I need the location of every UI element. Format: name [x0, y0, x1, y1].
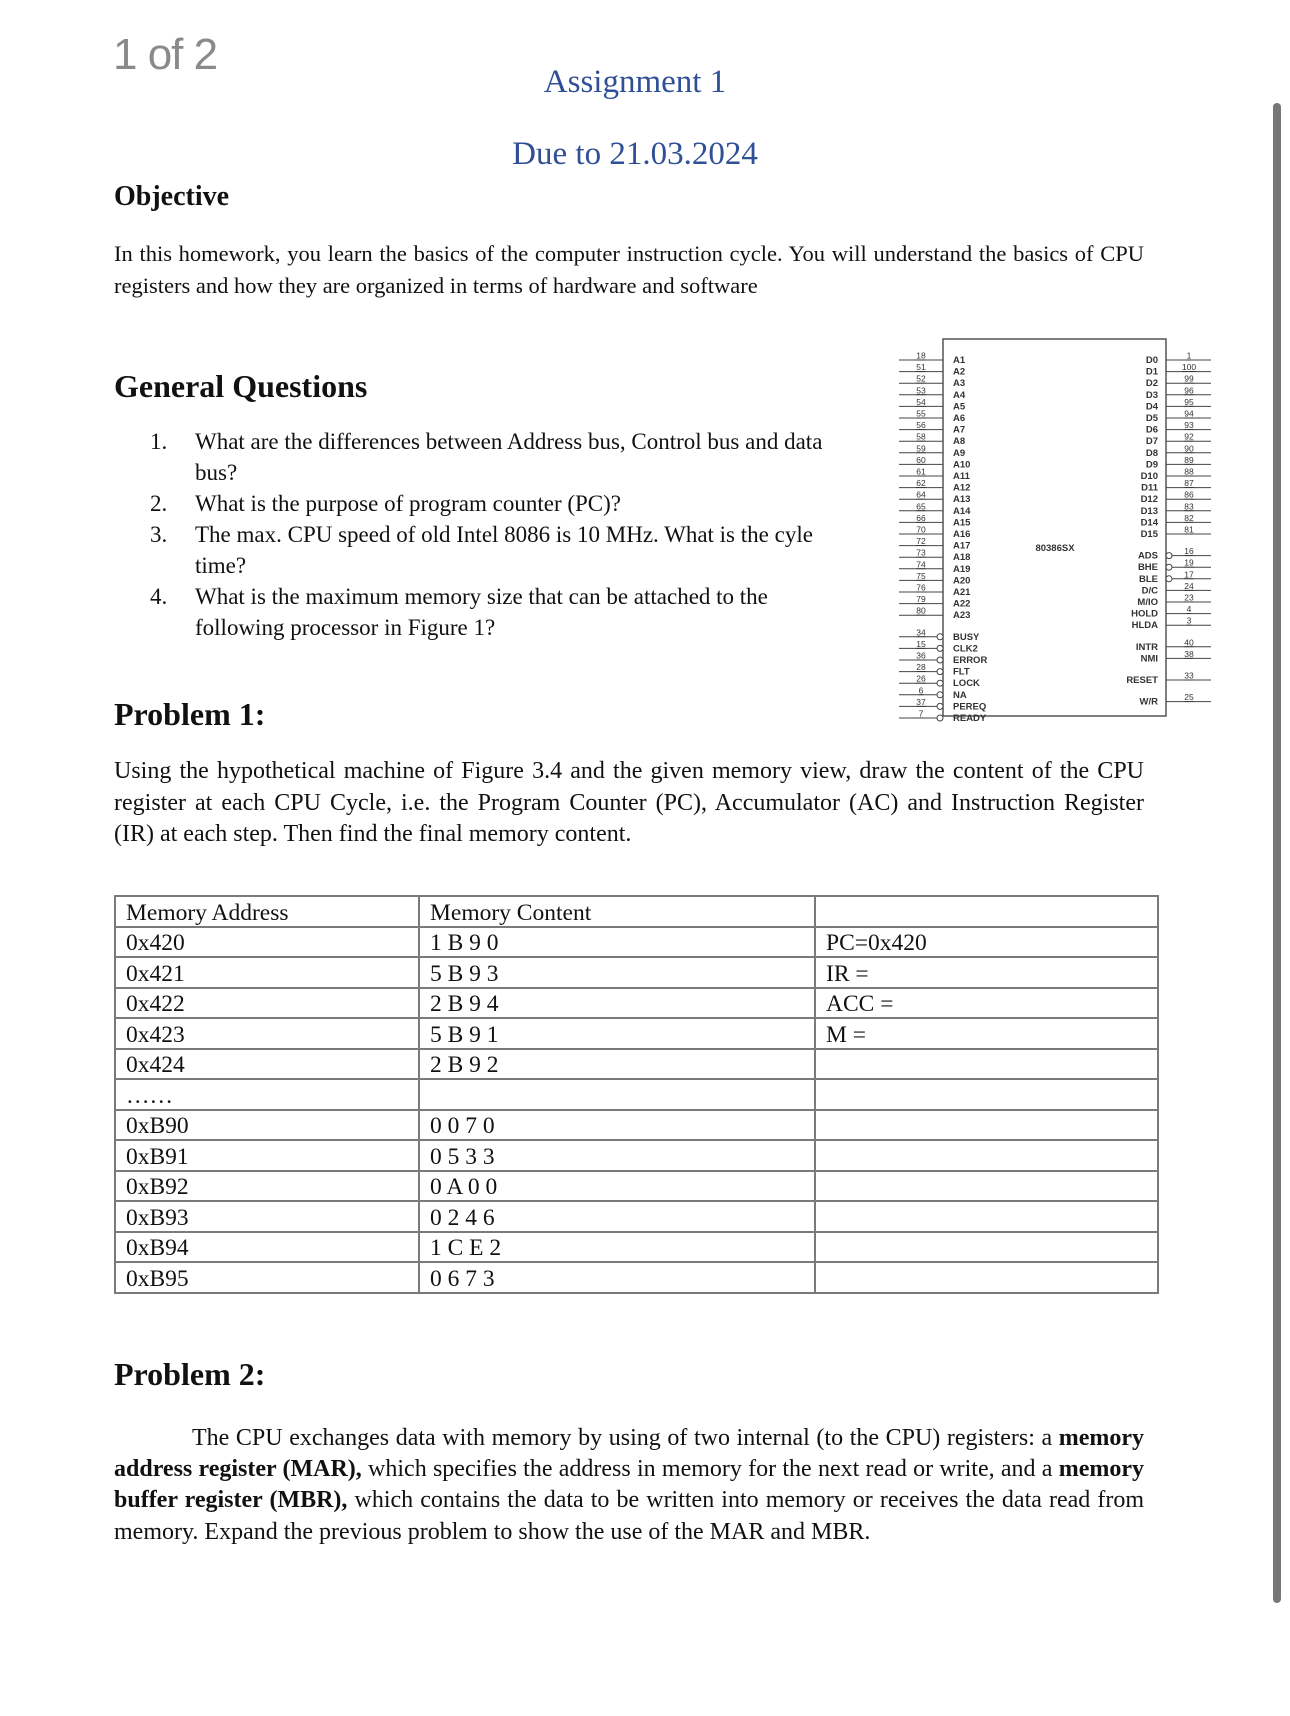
svg-text:88: 88	[1184, 466, 1194, 477]
svg-text:A4: A4	[953, 389, 966, 401]
svg-text:A17: A17	[953, 540, 971, 552]
mbr-term: memory buffer register (MBR),	[114, 1456, 1144, 1514]
cell-content: 5 B 9 1	[419, 1018, 815, 1049]
svg-text:D10: D10	[1140, 471, 1158, 482]
svg-text:A3: A3	[953, 378, 966, 390]
svg-text:NA: NA	[953, 689, 967, 701]
svg-text:7: 7	[918, 708, 924, 719]
svg-text:BUSY: BUSY	[953, 631, 980, 643]
general-questions-list	[150, 426, 840, 643]
svg-text:28: 28	[916, 662, 926, 673]
svg-text:73: 73	[916, 547, 926, 558]
cell-address: 0xB92	[115, 1171, 419, 1202]
svg-text:D11: D11	[1141, 482, 1158, 494]
cell-content: 5 B 9 3	[419, 957, 815, 988]
svg-text:A6: A6	[953, 413, 966, 424]
svg-text:36: 36	[916, 650, 926, 661]
svg-text:D1: D1	[1145, 366, 1158, 378]
cell-content: 1 C E 2	[419, 1232, 815, 1263]
svg-text:66: 66	[916, 512, 926, 523]
cell-address: 0xB91	[115, 1140, 419, 1171]
svg-text:55: 55	[916, 408, 926, 419]
question-text: What is the purpose of program counter (PC)?	[195, 491, 622, 516]
problem2-heading: Problem 2:	[114, 1356, 266, 1392]
cell-address: 0xB94	[115, 1232, 419, 1263]
table-row	[115, 1110, 1158, 1141]
svg-text:59: 59	[916, 443, 926, 454]
table-row	[115, 1232, 1158, 1263]
cell-register	[815, 1140, 1158, 1171]
svg-text:A22: A22	[953, 598, 971, 610]
svg-text:D2: D2	[1145, 378, 1158, 390]
table-row	[115, 1018, 1158, 1049]
svg-text:A16: A16	[953, 529, 971, 540]
svg-text:A15: A15	[953, 517, 971, 529]
question-number: 4.	[150, 584, 168, 609]
question-item	[150, 426, 840, 488]
general-questions-heading: General Questions	[114, 368, 368, 404]
chip-diagram	[895, 335, 1215, 725]
svg-text:BHE: BHE	[1137, 562, 1158, 574]
svg-text:17: 17	[1184, 569, 1194, 580]
svg-text:W/R: W/R	[1139, 696, 1158, 708]
question-item	[150, 519, 840, 581]
svg-text:80386SX: 80386SX	[1035, 543, 1075, 554]
svg-text:INTR: INTR	[1135, 641, 1158, 653]
svg-text:A20: A20	[953, 575, 971, 587]
svg-text:A19: A19	[953, 563, 971, 575]
svg-text:D4: D4	[1145, 401, 1158, 413]
cell-content: 2 B 9 2	[419, 1049, 815, 1080]
svg-text:A9: A9	[953, 447, 966, 459]
cell-register: PC=0x420	[815, 927, 1158, 958]
svg-text:89: 89	[1184, 454, 1194, 465]
problem2-text-2: which specifies the address in memory for the next read or write, and a	[361, 1456, 1059, 1483]
cell-register	[815, 1079, 1158, 1110]
svg-text:87: 87	[1184, 478, 1194, 489]
svg-text:ADS: ADS	[1137, 550, 1158, 562]
svg-text:72: 72	[916, 536, 926, 547]
due-date: Due to 21.03.2024	[512, 136, 758, 172]
svg-text:18: 18	[916, 350, 926, 361]
cell-address: 0x420	[115, 927, 419, 958]
table-row	[115, 927, 1158, 958]
svg-text:65: 65	[916, 501, 926, 512]
problem2-text-3: which contains the data to be written into memory or receives the data read from memory. Expand the previous problem to show the use of the MAR and MBR.	[114, 1487, 1144, 1545]
cell-address: 0x424	[115, 1049, 419, 1080]
question-number: 2.	[150, 491, 168, 516]
assignment-title: Assignment 1	[543, 64, 727, 100]
svg-text:100: 100	[1181, 362, 1197, 373]
question-item	[150, 488, 840, 519]
table-header-row	[115, 896, 1158, 927]
cell-address: ……	[115, 1079, 419, 1110]
svg-text:D13: D13	[1140, 505, 1158, 517]
problem1-text: Using the hypothetical machine of Figure 3.4 and the given memory view, draw the content of the CPU register at each CPU Cycle, i.e. the Program Counter (PC), Accumulator (AC) and Instruction Register (IR) at each step. Then find the final memory content.	[114, 758, 1144, 847]
svg-text:56: 56	[916, 420, 926, 431]
table-row	[115, 1140, 1158, 1171]
svg-text:58: 58	[916, 431, 926, 442]
svg-text:D3: D3	[1145, 389, 1158, 401]
svg-text:A5: A5	[953, 401, 966, 413]
svg-text:90: 90	[1184, 443, 1194, 454]
svg-text:81: 81	[1184, 524, 1194, 535]
cell-address: 0x422	[115, 988, 419, 1019]
cell-content: 0 2 4 6	[419, 1201, 815, 1232]
svg-text:CLK2: CLK2	[953, 643, 978, 655]
svg-text:A14: A14	[953, 505, 971, 517]
svg-text:BLE: BLE	[1139, 573, 1158, 585]
svg-text:64: 64	[916, 489, 926, 500]
vertical-scrollbar[interactable]	[1273, 103, 1281, 1603]
svg-text:4: 4	[1186, 604, 1192, 615]
svg-text:53: 53	[916, 385, 926, 396]
svg-text:A2: A2	[953, 366, 966, 378]
cell-register: ACC =	[815, 988, 1158, 1019]
svg-text:79: 79	[916, 594, 926, 605]
cell-address: 0xB95	[115, 1262, 419, 1293]
svg-text:D6: D6	[1145, 424, 1158, 436]
svg-text:54: 54	[916, 396, 926, 407]
cell-address: 0x421	[115, 957, 419, 988]
table-row	[115, 1201, 1158, 1232]
svg-text:D12: D12	[1140, 494, 1158, 506]
svg-text:LOCK: LOCK	[953, 678, 980, 690]
svg-text:24: 24	[1184, 580, 1194, 591]
svg-text:34: 34	[916, 627, 926, 638]
cell-content: 0 6 7 3	[419, 1262, 815, 1293]
question-number: 1.	[150, 429, 168, 454]
svg-text:HOLD: HOLD	[1131, 608, 1158, 620]
svg-text:80: 80	[916, 605, 926, 616]
cell-content: 0 0 7 0	[419, 1110, 815, 1141]
cell-content	[419, 1079, 815, 1110]
problem1-heading: Problem 1:	[114, 696, 266, 732]
svg-text:15: 15	[916, 638, 926, 649]
svg-text:96: 96	[1184, 385, 1194, 396]
question-text: The max. CPU speed of old Intel 8086 is 10 MHz. What is the cyle time?	[195, 522, 813, 578]
cell-register	[815, 1110, 1158, 1141]
svg-text:NMI: NMI	[1140, 653, 1158, 665]
svg-text:A18: A18	[953, 552, 971, 564]
header-registers	[815, 896, 1158, 927]
svg-text:74: 74	[916, 559, 926, 570]
svg-text:25: 25	[1184, 692, 1194, 703]
svg-text:D0: D0	[1145, 355, 1158, 366]
svg-text:83: 83	[1184, 501, 1194, 512]
table-row	[115, 988, 1158, 1019]
svg-text:99: 99	[1184, 373, 1194, 384]
cell-content: 2 B 9 4	[419, 988, 815, 1019]
svg-text:23: 23	[1184, 592, 1194, 603]
table-row	[115, 1079, 1158, 1110]
svg-text:19: 19	[1184, 557, 1194, 568]
svg-text:92: 92	[1184, 431, 1194, 442]
svg-text:38: 38	[1184, 648, 1194, 659]
mar-term: memory address register (MAR),	[114, 1425, 1144, 1483]
svg-text:1: 1	[1186, 350, 1192, 361]
question-text: What are the differences between Address bus, Control bus and data bus?	[195, 429, 823, 485]
svg-text:82: 82	[1184, 512, 1194, 523]
svg-text:6: 6	[918, 685, 924, 696]
cell-register	[815, 1201, 1158, 1232]
cell-register	[815, 1232, 1158, 1263]
svg-text:52: 52	[916, 373, 926, 384]
cell-register	[815, 1262, 1158, 1293]
svg-text:HLDA: HLDA	[1131, 620, 1158, 632]
table-row	[115, 957, 1158, 988]
header-address: Memory Address	[115, 896, 419, 927]
cell-content: 0 5 3 3	[419, 1140, 815, 1171]
svg-text:A23: A23	[953, 610, 971, 622]
svg-text:16: 16	[1184, 546, 1194, 557]
svg-text:86: 86	[1184, 489, 1194, 500]
svg-text:A7: A7	[953, 424, 966, 436]
question-item	[150, 581, 840, 643]
svg-text:61: 61	[916, 466, 926, 477]
svg-text:76: 76	[916, 582, 926, 593]
svg-text:A12: A12	[953, 482, 971, 494]
svg-text:A13: A13	[953, 494, 971, 506]
svg-text:D15: D15	[1140, 529, 1158, 540]
cell-address: 0x423	[115, 1018, 419, 1049]
svg-text:75: 75	[916, 570, 926, 581]
processor-pinout-figure	[895, 335, 1215, 725]
svg-text:M/IO: M/IO	[1137, 597, 1158, 608]
svg-text:PEREQ: PEREQ	[953, 701, 987, 713]
cell-address: 0xB90	[115, 1110, 419, 1141]
problem2-text	[114, 1423, 1144, 1548]
svg-text:94: 94	[1184, 408, 1194, 419]
cell-content: 1 B 9 0	[419, 927, 815, 958]
svg-text:D9: D9	[1145, 459, 1158, 471]
svg-text:37: 37	[916, 696, 926, 707]
question-text: What is the maximum memory size that can be attached to the following processor in Figure 1?	[195, 584, 768, 640]
svg-text:D8: D8	[1145, 447, 1158, 459]
svg-text:93: 93	[1184, 420, 1194, 431]
svg-text:RESET: RESET	[1126, 675, 1158, 686]
cell-address: 0xB93	[115, 1201, 419, 1232]
svg-text:70: 70	[916, 524, 926, 535]
question-number: 3.	[150, 522, 168, 547]
objective-text: In this homework, you learn the basics of the computer instruction cycle. You will understand the basics of CPU registers and how they are organized in terms of hardware and software	[114, 241, 1144, 298]
table-row	[115, 1262, 1158, 1293]
problem2-text-1: The CPU exchanges data with memory by using of two internal (to the CPU) registers: a	[192, 1425, 1059, 1451]
header-content: Memory Content	[419, 896, 815, 927]
svg-text:3: 3	[1186, 615, 1192, 626]
cell-content: 0 A 0 0	[419, 1171, 815, 1202]
svg-text:62: 62	[916, 478, 926, 489]
page-indicator: 1 of 2	[113, 30, 218, 79]
svg-text:A10: A10	[953, 459, 971, 471]
table-row	[115, 1171, 1158, 1202]
svg-text:26: 26	[916, 673, 926, 684]
cell-register	[815, 1171, 1158, 1202]
svg-text:60: 60	[916, 454, 926, 465]
cell-register: IR =	[815, 957, 1158, 988]
table-row	[115, 1049, 1158, 1080]
svg-text:D7: D7	[1145, 436, 1158, 448]
svg-text:A21: A21	[953, 587, 971, 598]
svg-text:D5: D5	[1145, 413, 1158, 424]
svg-text:40: 40	[1184, 637, 1194, 648]
svg-text:D/C: D/C	[1141, 585, 1158, 597]
svg-text:READY: READY	[953, 713, 987, 724]
objective-heading: Objective	[114, 181, 230, 212]
svg-text:D14: D14	[1140, 517, 1158, 529]
cell-register	[815, 1049, 1158, 1080]
svg-text:51: 51	[916, 362, 926, 373]
svg-text:A1: A1	[953, 355, 966, 366]
memory-table	[114, 895, 1159, 1294]
svg-text:FLT: FLT	[953, 666, 970, 678]
svg-text:A11: A11	[953, 471, 970, 482]
cell-register: M =	[815, 1018, 1158, 1049]
svg-text:95: 95	[1184, 396, 1194, 407]
svg-text:33: 33	[1184, 670, 1194, 681]
svg-text:ERROR: ERROR	[953, 655, 988, 666]
svg-text:A8: A8	[953, 436, 966, 448]
